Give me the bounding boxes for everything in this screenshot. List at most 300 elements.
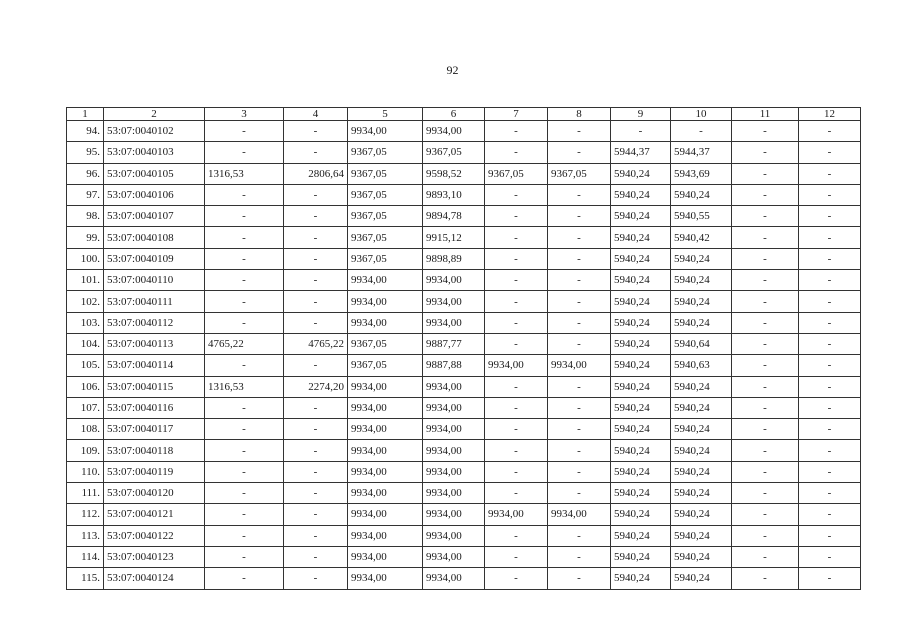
column-header-11: 11 (732, 108, 799, 121)
column-header-6: 6 (423, 108, 485, 121)
page-number: 92 (446, 63, 459, 77)
row-number-cell: 96. (67, 163, 104, 184)
value-cell: 9934,00 (348, 568, 423, 589)
value-cell: 9367,05 (485, 163, 548, 184)
value-cell: - (548, 206, 611, 227)
value-cell: 9934,00 (348, 546, 423, 567)
value-cell: - (284, 227, 348, 248)
value-cell: - (799, 121, 861, 142)
row-number-cell: 110. (67, 461, 104, 482)
value-cell: - (485, 461, 548, 482)
value-cell: 9934,00 (348, 397, 423, 418)
value-cell: 1316,53 (205, 376, 284, 397)
value-cell: - (284, 504, 348, 525)
value-cell: 9934,00 (548, 355, 611, 376)
value-cell: 5940,24 (611, 227, 671, 248)
value-cell: - (485, 270, 548, 291)
row-number-cell: 100. (67, 248, 104, 269)
value-cell: 5940,24 (611, 483, 671, 504)
row-number-cell: 104. (67, 333, 104, 354)
row-number-cell: 106. (67, 376, 104, 397)
value-cell: 5940,24 (611, 568, 671, 589)
cadastral-code-cell: 53:07:0040110 (104, 270, 205, 291)
value-cell: 9898,89 (423, 248, 485, 269)
value-cell: 5940,24 (671, 504, 732, 525)
value-cell: - (799, 184, 861, 205)
value-cell: 9934,00 (485, 355, 548, 376)
row-number-cell: 108. (67, 419, 104, 440)
value-cell: - (485, 227, 548, 248)
value-cell: 9934,00 (348, 440, 423, 461)
value-cell: - (732, 333, 799, 354)
value-cell: - (205, 504, 284, 525)
value-cell: - (284, 483, 348, 504)
table-header-row (67, 108, 861, 121)
cadastral-code-cell: 53:07:0040120 (104, 483, 205, 504)
value-cell: - (205, 270, 284, 291)
value-cell: 9367,05 (348, 142, 423, 163)
table-row (67, 397, 861, 418)
column-header-12: 12 (799, 108, 861, 121)
cadastral-code-cell: 53:07:0040123 (104, 546, 205, 567)
value-cell: 5940,24 (611, 291, 671, 312)
value-cell: - (284, 270, 348, 291)
value-cell: 9934,00 (423, 376, 485, 397)
value-cell: - (205, 546, 284, 567)
value-cell: - (284, 312, 348, 333)
value-cell: - (732, 248, 799, 269)
value-cell: 5940,24 (671, 270, 732, 291)
value-cell: - (205, 248, 284, 269)
value-cell: 5940,24 (611, 419, 671, 440)
value-cell: - (548, 142, 611, 163)
value-cell: - (799, 546, 861, 567)
row-number-cell: 98. (67, 206, 104, 227)
value-cell: - (548, 419, 611, 440)
value-cell: 5940,24 (611, 397, 671, 418)
value-cell: 4765,22 (284, 333, 348, 354)
value-cell: 5940,24 (611, 546, 671, 567)
value-cell: - (732, 525, 799, 546)
value-cell: - (799, 568, 861, 589)
value-cell: - (548, 525, 611, 546)
value-cell: 9934,00 (423, 397, 485, 418)
table-row (67, 121, 861, 142)
row-number-cell: 103. (67, 312, 104, 333)
value-cell: - (284, 206, 348, 227)
table-row (67, 142, 861, 163)
value-cell: - (485, 333, 548, 354)
value-cell: - (799, 312, 861, 333)
table-row (67, 525, 861, 546)
value-cell: 5940,24 (611, 163, 671, 184)
table-row (67, 184, 861, 205)
table-row (67, 248, 861, 269)
value-cell: 9934,00 (423, 461, 485, 482)
cadastral-code-cell: 53:07:0040108 (104, 227, 205, 248)
value-cell: - (732, 440, 799, 461)
value-cell: 9367,05 (348, 184, 423, 205)
cadastral-code-cell: 53:07:0040103 (104, 142, 205, 163)
cadastral-code-cell: 53:07:0040121 (104, 504, 205, 525)
value-cell: - (485, 291, 548, 312)
table-row (67, 461, 861, 482)
value-cell: 9934,00 (423, 568, 485, 589)
value-cell: - (205, 483, 284, 504)
value-cell: 5940,24 (671, 376, 732, 397)
value-cell: 9367,05 (348, 227, 423, 248)
value-cell: - (548, 568, 611, 589)
value-cell: 9598,52 (423, 163, 485, 184)
cadastral-code-cell: 53:07:0040122 (104, 525, 205, 546)
column-header-4: 4 (284, 108, 348, 121)
value-cell: - (205, 142, 284, 163)
value-cell: 5940,24 (671, 312, 732, 333)
table-row (67, 291, 861, 312)
value-cell: - (732, 483, 799, 504)
value-cell: 9367,05 (348, 206, 423, 227)
value-cell: - (485, 206, 548, 227)
value-cell: 5940,24 (611, 525, 671, 546)
value-cell: 9934,00 (423, 525, 485, 546)
value-cell: - (485, 142, 548, 163)
value-cell: - (548, 483, 611, 504)
cadastral-code-cell: 53:07:0040116 (104, 397, 205, 418)
row-number-cell: 113. (67, 525, 104, 546)
value-cell: 5940,24 (671, 461, 732, 482)
value-cell: 2806,64 (284, 163, 348, 184)
value-cell: 4765,22 (205, 333, 284, 354)
value-cell: 5940,24 (671, 568, 732, 589)
value-cell: 2274,20 (284, 376, 348, 397)
value-cell: - (205, 525, 284, 546)
value-cell: - (548, 312, 611, 333)
value-cell: 5940,24 (611, 333, 671, 354)
value-cell: 5940,24 (611, 355, 671, 376)
value-cell: - (548, 397, 611, 418)
value-cell: - (284, 440, 348, 461)
column-header-3: 3 (205, 108, 284, 121)
value-cell: - (485, 184, 548, 205)
value-cell: - (732, 568, 799, 589)
value-cell: - (548, 291, 611, 312)
value-cell: - (485, 525, 548, 546)
table-row (67, 546, 861, 567)
value-cell: - (205, 121, 284, 142)
value-cell: 5940,24 (611, 248, 671, 269)
value-cell: 9934,00 (348, 312, 423, 333)
cadastral-code-cell: 53:07:0040112 (104, 312, 205, 333)
value-cell: - (799, 461, 861, 482)
value-cell: 5940,24 (671, 184, 732, 205)
value-cell: 9893,10 (423, 184, 485, 205)
value-cell: 9915,12 (423, 227, 485, 248)
column-header-2: 2 (104, 108, 205, 121)
value-cell: - (732, 227, 799, 248)
value-cell: 9934,00 (348, 121, 423, 142)
value-cell: 5940,24 (671, 440, 732, 461)
value-cell: 9934,00 (423, 419, 485, 440)
value-cell: - (485, 546, 548, 567)
value-cell: - (485, 440, 548, 461)
value-cell: - (548, 546, 611, 567)
value-cell: - (732, 184, 799, 205)
row-number-cell: 102. (67, 291, 104, 312)
value-cell: - (548, 184, 611, 205)
value-cell: 5943,69 (671, 163, 732, 184)
value-cell: 9367,05 (348, 333, 423, 354)
value-cell: 9934,00 (348, 483, 423, 504)
value-cell: 5940,24 (611, 461, 671, 482)
value-cell: 5944,37 (671, 142, 732, 163)
value-cell: - (799, 142, 861, 163)
value-cell: - (799, 483, 861, 504)
value-cell: - (284, 121, 348, 142)
value-cell: - (485, 121, 548, 142)
value-cell: - (548, 248, 611, 269)
value-cell: 9934,00 (423, 312, 485, 333)
value-cell: 9367,05 (348, 163, 423, 184)
cadastral-code-cell: 53:07:0040105 (104, 163, 205, 184)
value-cell: - (732, 546, 799, 567)
value-cell: 1316,53 (205, 163, 284, 184)
value-cell: - (284, 291, 348, 312)
value-cell: 5940,24 (611, 312, 671, 333)
value-cell: - (799, 397, 861, 418)
value-cell: 5940,24 (671, 397, 732, 418)
value-cell: - (732, 270, 799, 291)
value-cell: - (799, 248, 861, 269)
row-number-cell: 97. (67, 184, 104, 205)
value-cell: 9367,05 (348, 248, 423, 269)
value-cell: - (205, 184, 284, 205)
value-cell: - (548, 440, 611, 461)
value-cell: - (671, 121, 732, 142)
value-cell: - (732, 504, 799, 525)
value-cell: - (548, 376, 611, 397)
value-cell: - (732, 419, 799, 440)
value-cell: - (205, 227, 284, 248)
table-row (67, 355, 861, 376)
value-cell: - (485, 419, 548, 440)
value-cell: - (732, 461, 799, 482)
value-cell: - (284, 397, 348, 418)
value-cell: 9934,00 (485, 504, 548, 525)
row-number-cell: 105. (67, 355, 104, 376)
value-cell: - (205, 568, 284, 589)
cadastral-code-cell: 53:07:0040109 (104, 248, 205, 269)
value-cell: - (485, 312, 548, 333)
value-cell: 9934,00 (548, 504, 611, 525)
row-number-cell: 115. (67, 568, 104, 589)
value-cell: - (799, 270, 861, 291)
value-cell: 5940,24 (671, 248, 732, 269)
cadastral-code-cell: 53:07:0040124 (104, 568, 205, 589)
value-cell: - (732, 121, 799, 142)
value-cell: 5940,63 (671, 355, 732, 376)
value-cell: - (205, 440, 284, 461)
value-cell: 5940,24 (671, 546, 732, 567)
table-row (67, 312, 861, 333)
table-row (67, 227, 861, 248)
value-cell: - (732, 291, 799, 312)
column-header-1: 1 (67, 108, 104, 121)
value-cell: - (205, 206, 284, 227)
value-cell: - (485, 376, 548, 397)
value-cell: - (732, 206, 799, 227)
value-cell: - (485, 483, 548, 504)
cadastral-code-cell: 53:07:0040117 (104, 419, 205, 440)
value-cell: 9894,78 (423, 206, 485, 227)
cadastral-code-cell: 53:07:0040107 (104, 206, 205, 227)
value-cell: - (205, 312, 284, 333)
value-cell: - (548, 227, 611, 248)
column-header-5: 5 (348, 108, 423, 121)
table-row (67, 333, 861, 354)
table-row (67, 163, 861, 184)
value-cell: 5940,24 (611, 376, 671, 397)
value-cell: 9367,05 (348, 355, 423, 376)
value-cell: - (205, 419, 284, 440)
value-cell: 5940,24 (671, 419, 732, 440)
value-cell: - (732, 376, 799, 397)
row-number-cell: 95. (67, 142, 104, 163)
cadastral-code-cell: 53:07:0040111 (104, 291, 205, 312)
value-cell: 9934,00 (348, 461, 423, 482)
value-cell: - (548, 333, 611, 354)
cadastral-code-cell: 53:07:0040118 (104, 440, 205, 461)
table-row (67, 270, 861, 291)
value-cell: - (732, 163, 799, 184)
value-cell: 5940,24 (611, 504, 671, 525)
value-cell: 9367,05 (423, 142, 485, 163)
row-number-cell: 107. (67, 397, 104, 418)
value-cell: 9934,00 (423, 121, 485, 142)
value-cell: 9367,05 (548, 163, 611, 184)
value-cell: 9934,00 (348, 291, 423, 312)
value-cell: - (284, 525, 348, 546)
cadastral-code-cell: 53:07:0040113 (104, 333, 205, 354)
column-header-10: 10 (671, 108, 732, 121)
value-cell: - (284, 419, 348, 440)
value-cell: - (485, 568, 548, 589)
column-header-9: 9 (611, 108, 671, 121)
value-cell: - (205, 355, 284, 376)
value-cell: - (799, 440, 861, 461)
row-number-cell: 109. (67, 440, 104, 461)
value-cell: 9887,77 (423, 333, 485, 354)
value-cell: 9934,00 (423, 483, 485, 504)
value-cell: - (548, 270, 611, 291)
value-cell: - (799, 163, 861, 184)
value-cell: - (205, 397, 284, 418)
row-number-cell: 114. (67, 546, 104, 567)
value-cell: 5944,37 (611, 142, 671, 163)
value-cell: - (205, 461, 284, 482)
value-cell: - (284, 568, 348, 589)
value-cell: 9934,00 (423, 440, 485, 461)
cadastral-code-cell: 53:07:0040102 (104, 121, 205, 142)
value-cell: - (799, 291, 861, 312)
cadastral-code-cell: 53:07:0040106 (104, 184, 205, 205)
value-cell: 9934,00 (348, 376, 423, 397)
value-cell: - (799, 376, 861, 397)
table-row (67, 568, 861, 589)
cadastral-code-cell: 53:07:0040115 (104, 376, 205, 397)
value-cell: - (284, 355, 348, 376)
row-number-cell: 101. (67, 270, 104, 291)
value-cell: - (799, 206, 861, 227)
cadastral-code-cell: 53:07:0040119 (104, 461, 205, 482)
table-row (67, 440, 861, 461)
value-cell: - (485, 397, 548, 418)
row-number-cell: 112. (67, 504, 104, 525)
column-header-8: 8 (548, 108, 611, 121)
table-row (67, 419, 861, 440)
table-row (67, 483, 861, 504)
value-cell: 5940,42 (671, 227, 732, 248)
value-cell: 5940,64 (671, 333, 732, 354)
value-cell: 5940,24 (671, 291, 732, 312)
value-cell: 9934,00 (348, 504, 423, 525)
value-cell: 5940,24 (611, 206, 671, 227)
value-cell: - (799, 227, 861, 248)
value-cell: - (732, 142, 799, 163)
value-cell: 9934,00 (348, 525, 423, 546)
value-cell: 9934,00 (423, 291, 485, 312)
value-cell: - (799, 355, 861, 376)
value-cell: 5940,24 (671, 525, 732, 546)
value-cell: 5940,24 (671, 483, 732, 504)
value-cell: - (799, 419, 861, 440)
value-cell: 5940,24 (611, 270, 671, 291)
value-cell: - (799, 504, 861, 525)
value-cell: - (284, 546, 348, 567)
row-number-cell: 99. (67, 227, 104, 248)
value-cell: - (485, 248, 548, 269)
table-row (67, 376, 861, 397)
value-cell: - (611, 121, 671, 142)
value-cell: - (799, 333, 861, 354)
value-cell: 5940,24 (611, 184, 671, 205)
value-cell: - (548, 461, 611, 482)
value-cell: - (732, 312, 799, 333)
table-body (67, 121, 861, 590)
table-row (67, 206, 861, 227)
value-cell: 9934,00 (423, 270, 485, 291)
column-header-7: 7 (485, 108, 548, 121)
value-cell: - (284, 184, 348, 205)
value-cell: 9934,00 (348, 419, 423, 440)
value-cell: - (284, 461, 348, 482)
value-cell: - (548, 121, 611, 142)
table-row (67, 504, 861, 525)
value-cell: - (284, 248, 348, 269)
value-cell: - (799, 525, 861, 546)
value-cell: 9934,00 (423, 504, 485, 525)
value-cell: - (205, 291, 284, 312)
row-number-cell: 94. (67, 121, 104, 142)
value-cell: 5940,24 (611, 440, 671, 461)
value-cell: - (732, 355, 799, 376)
cadastral-code-cell: 53:07:0040114 (104, 355, 205, 376)
data-table (66, 107, 861, 590)
value-cell: 9934,00 (348, 270, 423, 291)
value-cell: 9934,00 (423, 546, 485, 567)
row-number-cell: 111. (67, 483, 104, 504)
value-cell: 5940,55 (671, 206, 732, 227)
value-cell: - (284, 142, 348, 163)
